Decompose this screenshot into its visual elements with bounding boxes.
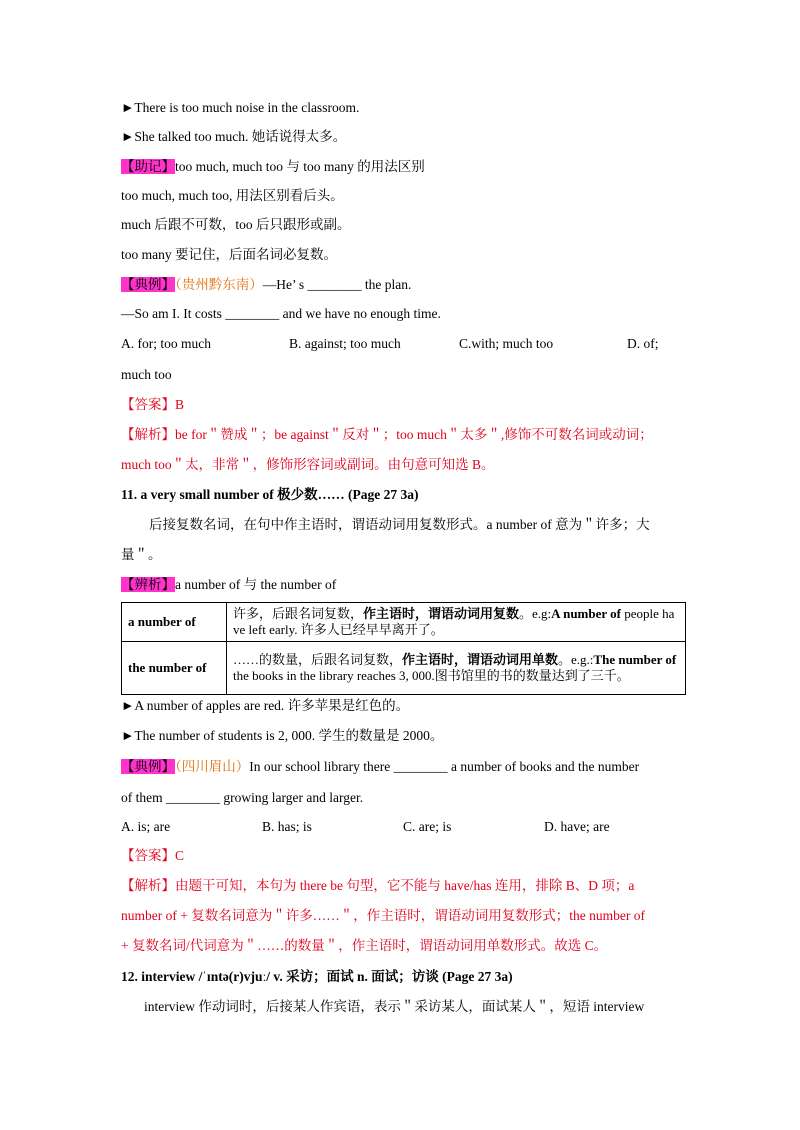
option-a: A. for; too much xyxy=(121,336,211,351)
desc-bold: A number of xyxy=(551,606,621,621)
question-text: In our school library there ________ a number of books and the number xyxy=(249,759,640,774)
desc-text: the books in the library reaches 3, 000.图书馆里的书的数量达到了三千。 xyxy=(233,668,630,683)
desc-text: 。e.g: xyxy=(519,606,552,621)
section-heading: 12. interview /ˈɪntə(r)vjuː/ v. 采访；面试 n. 面试；访谈 (Page 27 3a) xyxy=(121,969,513,984)
option-c: C.with; much too xyxy=(459,336,554,351)
desc-text: people have left early. 许多人已经早早离开了。 xyxy=(233,606,675,637)
paragraph: interview 作动词时，后接某人作宾语，表示＂采访某人，面试某人＂，短语 interview xyxy=(144,999,645,1014)
table-row-head: a number of xyxy=(122,603,227,642)
paragraph: 后接复数名词，在句中作主语时，谓语动词用复数形式。a number of 意为＂许多；大 xyxy=(149,517,650,532)
table-row-desc xyxy=(227,642,686,695)
memo-rhyme: much 后跟不可数，too 后只跟形或副。 xyxy=(121,217,351,232)
table-row xyxy=(122,642,686,695)
memo-text: too much, much too 与 too many 的用法区别 xyxy=(175,159,425,174)
table-row xyxy=(122,603,686,642)
table-row-desc xyxy=(227,603,686,642)
distinction-text: a number of 与 the number of xyxy=(175,577,337,592)
desc-text: ……的数量，后跟名词复数， xyxy=(233,652,403,667)
example-source: （贵州黔东南） xyxy=(175,277,263,292)
desc-bold: 作主语时，谓语动词用复数 xyxy=(363,606,520,621)
memo-line xyxy=(121,158,425,176)
memo-rhyme: too many 要记住，后面名词必复数。 xyxy=(121,247,337,262)
option-d: D. have; are xyxy=(544,819,610,834)
analysis: much too＂太，非常＂，修饰形容词或副词。由句意可知选 B。 xyxy=(121,457,495,472)
answer: 【答案】C xyxy=(121,848,185,863)
question-text: —So am I. It costs ________ and we have no enough time. xyxy=(121,306,441,321)
example-question xyxy=(121,758,639,776)
example-sentence: ►There is too much noise in the classroom. xyxy=(121,100,360,115)
question-text: —He’ s ________ the plan. xyxy=(262,277,412,292)
analysis: 【解析】be for＂赞成＂；be against＂反对＂；too much＂太多＂,修饰不可数名词或动词； xyxy=(121,427,653,442)
desc-text: 。e.g.: xyxy=(558,652,594,667)
option-c: C. are; is xyxy=(403,819,452,834)
desc-text: 许多，后跟名词复数， xyxy=(233,606,364,621)
paragraph: 量＂。 xyxy=(121,547,162,562)
option-d: D. of; xyxy=(627,336,659,351)
analysis: number of + 复数名词意为＂许多……＂，作主语时，谓语动词用复数形式；the number of xyxy=(121,908,645,923)
distinction-tag: 【辨析】 xyxy=(121,577,175,592)
example-tag: 【典例】 xyxy=(121,277,175,292)
analysis: + 复数名词/代词意为＂……的数量＂，作主语时，谓语动词用单数形式。故选 C。 xyxy=(121,938,608,953)
section-heading: 11. a very small number of 极少数…… (Page 27 3a) xyxy=(121,487,419,502)
distinction-line xyxy=(121,576,336,594)
option-a: A. is; are xyxy=(121,819,171,834)
example-question xyxy=(121,276,411,294)
option-b: B. has; is xyxy=(262,819,312,834)
analysis: 【解析】由题干可知，本句为 there be 句型，它不能与 have/has 连用，排除 B、D 项；a xyxy=(121,878,635,893)
example-sentence: ►She talked too much. 她话说得太多。 xyxy=(121,129,347,144)
desc-bold: 作主语时，谓语动词用单数 xyxy=(402,652,559,667)
example-sentence: ►A number of apples are red. 许多苹果是红色的。 xyxy=(121,698,410,713)
answer: 【答案】B xyxy=(121,397,185,412)
example-sentence: ►The number of students is 2, 000. 学生的数量是 2000。 xyxy=(121,728,444,743)
example-tag: 【典例】 xyxy=(121,759,175,774)
option-d-continued: much too xyxy=(121,367,172,382)
desc-bold: The number of xyxy=(593,652,677,667)
memo-tag: 【助记】 xyxy=(121,159,175,174)
option-b: B. against; too much xyxy=(289,336,401,351)
example-source: （四川眉山） xyxy=(175,759,250,774)
table-row-head: the number of xyxy=(122,642,227,695)
memo-rhyme: too much, much too, 用法区别看后头。 xyxy=(121,188,344,203)
comparison-table xyxy=(121,602,686,695)
question-text: of them ________ growing larger and larger. xyxy=(121,790,364,805)
